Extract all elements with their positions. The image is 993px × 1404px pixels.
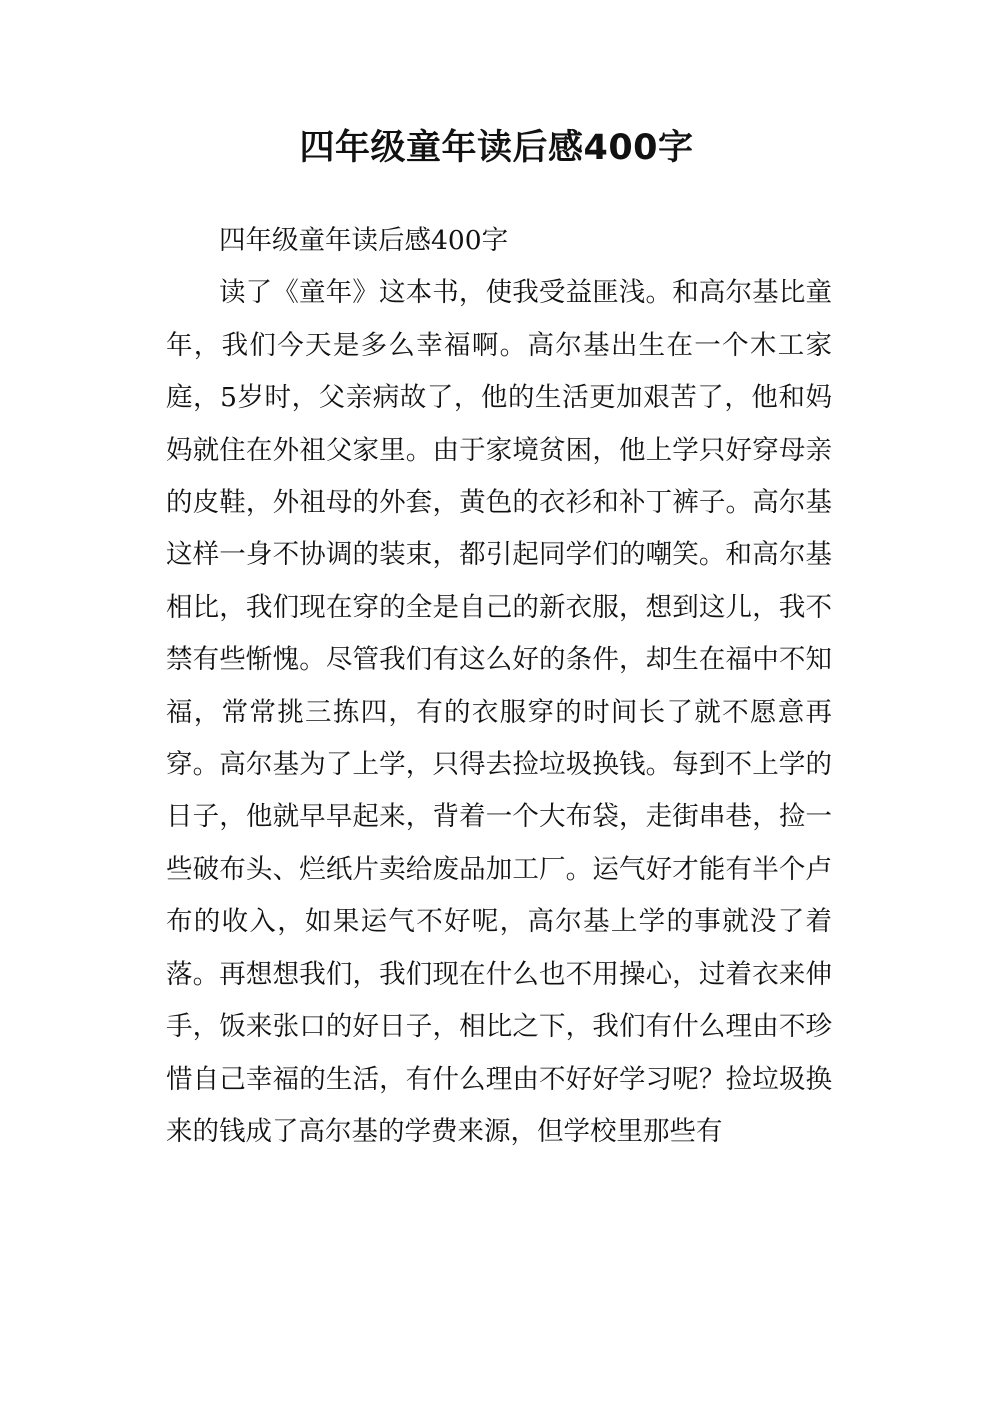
body-paragraph: 读了《童年》这本书，使我受益匪浅。和高尔基比童年，我们今天是多么幸福啊。高尔基出生在一个木工家庭，5岁时，父亲病故了，他的生活更加艰苦了，他和妈妈就住在外祖父家里。由于家境贫困，他上学只好穿母亲的皮鞋，外祖母的外套，黄色的衣衫和补丁裤子。高尔基这样一身不协调的装束，都引起同学们的嘲笑。和高尔基相比，我们现在穿的全是自己的新衣服，想到这儿，我不禁有些惭愧。尽管我们有这么好的条件，却生在福中不知福，常常挑三拣四，有的衣服穿的时间长了就不愿意再穿。高尔基为了上学，只得去捡垃圾换钱。每到不上学的日子，他就早早起来，背着一个大布袋，走街串巷，捡一些破布头、烂纸片卖给废品加工厂。运气好才能有半个卢布的收入，如果运气不好呢，高尔基上学的事就没了着落。再想想我们，我们现在什么也不用操心，过着衣来伸手，饭来张口的好日子，相比之下，我们有什么理由不珍惜自己幸福的生活，有什么理由不好好学习呢？捡垃圾换来的钱成了高尔基的学费来源，但学校里那些有 — [166, 277, 832, 1147]
document-body — [166, 215, 832, 1158]
document-title: 四年级童年读后感400字 — [299, 128, 694, 168]
body-heading-paragraph: 四年级童年读后感400字 — [219, 225, 509, 256]
